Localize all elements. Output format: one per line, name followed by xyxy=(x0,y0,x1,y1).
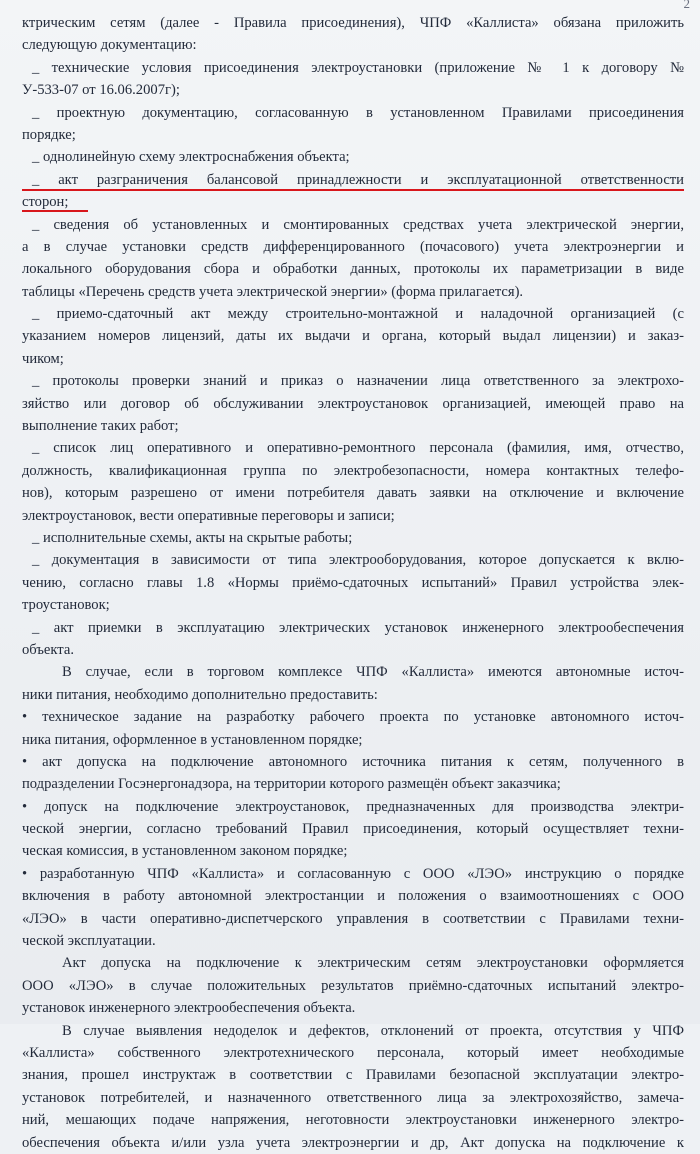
text-line: «Каллиста» собственного электротехнического персонала, который имеет необходимые xyxy=(22,1044,684,1061)
text-line: _ протоколы проверки знаний и приказ о назначении лица ответственного за электрохо- xyxy=(32,373,684,390)
text-line: • акт допуска на подключение автономного источника питания к сетям, полученного в xyxy=(22,753,684,770)
text-line: таблицы «Перечень средств учета электрической энергии» (форма прилагается). xyxy=(22,283,524,300)
text-line: электроустановок, вести оперативные переговоры и записи; xyxy=(22,507,395,524)
text-line: нов), которым разрешено от имени потребителя давать заявки на отключение и включение xyxy=(22,485,684,502)
text-line: _ исполнительные схемы, акты на скрытые работы; xyxy=(32,529,353,546)
text-line: _ список лиц оперативного и оперативно-ремонтного персонала (фамилия, имя, отчество, xyxy=(32,440,684,457)
text-line: «ЛЭО» в части оперативно-диспетчерского управления в соответствии с Правилами техни- xyxy=(22,910,684,927)
text-line: знания, прошел инструктаж в соответствии с Правилами безопасной эксплуатации электро- xyxy=(22,1067,684,1084)
text-line: В случае, если в торговом комплексе ЧПФ «Каллиста» имеются автономные источ- xyxy=(62,664,684,681)
text-line: _ акт разграничения балансовой принадлежности и эксплуатационной ответственности xyxy=(22,169,684,191)
underlined-text: сторон; xyxy=(22,194,88,212)
text-line: У-533-07 от 16.06.2007г); xyxy=(22,82,180,99)
text-line: указанием номеров лицензий, даты их выдачи и органа, который выдал лицензии) и заказ- xyxy=(22,328,684,345)
text-line: объекта. xyxy=(22,641,74,658)
text-line: следующую документацию: xyxy=(22,37,197,54)
text-line: _ сведения об установленных и смонтированных средствах учета электрической энергии, xyxy=(32,216,684,233)
text-line: чению, согласно главы 1.8 «Нормы приёмо-сдаточных испытаний» Правил устройства элек- xyxy=(22,574,684,591)
text-line: выполнение таких работ; xyxy=(22,418,179,435)
text-line: ческая комиссия, в установленном законом порядке; xyxy=(22,843,348,860)
text-line: подразделении Госэнергонадзора, на территории которого размещён объект заказчика; xyxy=(22,776,561,793)
text-line: ООО «ЛЭО» в случае положительных результатов приёмно-сдаточных испытаний электро- xyxy=(22,977,684,994)
text-line: • техническое задание на разработку рабочего проекта по установке автономного источ- xyxy=(22,709,684,726)
text-line: ческой энергии, согласно требований Правил присоединения, который осуществляет техни- xyxy=(22,821,684,838)
text-line: обеспечения объекта и/или узла учета электроэнергии и др, Акт допуска на подключение к xyxy=(22,1134,684,1151)
text-line: чиком; xyxy=(22,350,64,367)
text-line: • разработанную ЧПФ «Каллиста» и согласованную с ООО «ЛЭО» инструкцию о порядке xyxy=(22,865,684,882)
text-line: _ акт приемки в эксплуатацию электрических установок инженерного электрообеспечения xyxy=(32,619,684,636)
text-line xyxy=(22,191,684,213)
page-number: 2 xyxy=(683,0,690,11)
text-line: _ проектную документацию, согласованную в установленном Правилами присоединения xyxy=(32,104,684,121)
text-line: ктрическим сетям (далее - Правила присоединения), ЧПФ «Каллиста» обязана приложить xyxy=(22,15,684,31)
text-line: локального оборудования сбора и обработки данных, протоколы их параметризации в виде xyxy=(22,261,684,278)
text-line: • допуск на подключение электроустановок, предназначенных для производства электри- xyxy=(22,798,684,815)
text-line: порядке; xyxy=(22,126,76,143)
text-line: должность, квалификационная группа по электробезопасности, номера контактных телефо- xyxy=(22,462,684,479)
text-line: зяйство или договор об обслуживании электроустановок организацией, имеющей право на xyxy=(22,395,684,412)
text-line: включения в работу автономной электростанции и положения о взаимоотношениях с ООО xyxy=(22,888,684,905)
text-line: ники питания, необходимо дополнительно предоставить: xyxy=(22,686,378,703)
text-line: ний, мешающих подаче напряжения, неготовности электроустановки инженерного электро- xyxy=(22,1112,684,1129)
text-line: установок инженерного электрообеспечения объекта. xyxy=(22,1000,356,1017)
text-line: _ приемо-сдаточный акт между строительно-монтажной и наладочной организацией (с xyxy=(32,306,684,323)
text-line: ческой эксплуатации. xyxy=(22,933,156,950)
text-line: _ технические условия присоединения электроустановки (приложение № 1 к договору № xyxy=(32,59,684,76)
text-line: Акт допуска на подключение к электрическим сетям электроустановки оформляется xyxy=(62,955,684,972)
text-line: троустановок; xyxy=(22,597,110,614)
text-line: В случае выявления недоделок и дефектов, отклонений от проекта, отсутствия у ЧПФ xyxy=(62,1022,684,1039)
document-body xyxy=(22,12,684,1154)
text-line: а в случае установки средств дифференцированного (почасового) учета электроэнергии и xyxy=(22,238,684,255)
text-line: _ однолинейную схему электроснабжения объекта; xyxy=(32,149,350,166)
text-line: установок потребителей, и назначенного ответственного лица за электрохозяйство, замеча- xyxy=(22,1089,684,1106)
text-line: ника питания, оформленное в установленном порядке; xyxy=(22,731,363,748)
text-line: _ документация в зависимости от типа электрооборудования, которое допускается к вклю- xyxy=(32,552,684,569)
